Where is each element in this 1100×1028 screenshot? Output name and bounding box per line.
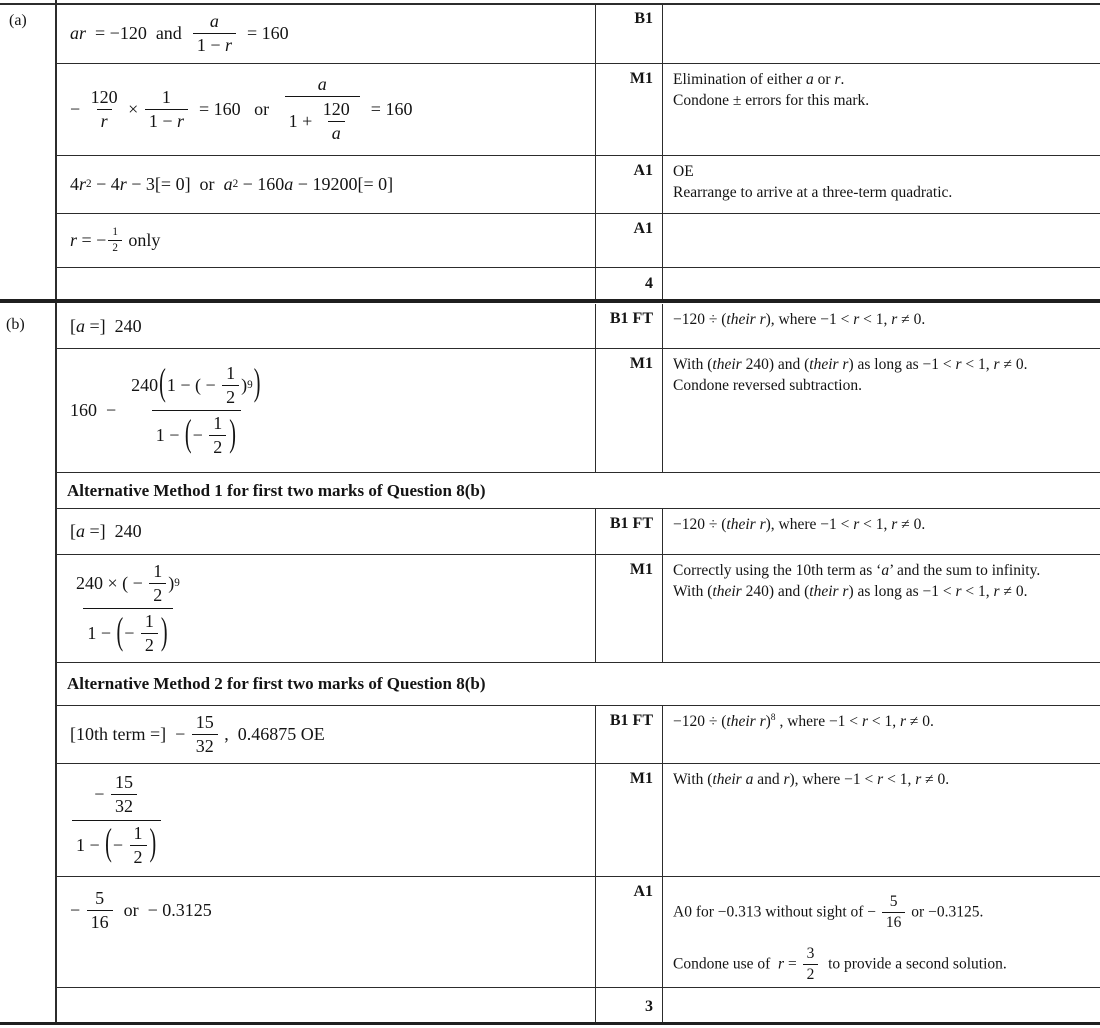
comment-b5-line1: −120 ÷ (their r)$^8$ , where −1 < r < 1, r ≠ 0.: [673, 712, 934, 731]
comment-b3-line1: −120 ÷ (their r), where −1 < r < 1, r ≠ 0.: [673, 516, 926, 533]
comment-b4-line1: Correctly using the 10th term as ‘a’ and the sum to infinity.: [673, 562, 1041, 579]
comment-cell-a3: [663, 156, 1100, 213]
comment-b4-line2: With (their 240) and (their r) as long as −1 < r < 1, r ≠ 0.: [673, 583, 1028, 600]
working-cell-a1: [57, 4, 595, 63]
expr-b6: − $\frac{15}{32}$ 1 − ( − $\frac{1}{2}$ ): [70, 770, 163, 870]
comment-b2-line1: With (their 240) and (their r) as long as −1 < r < 1, r ≠ 0.: [673, 356, 1028, 373]
comment-cell-a-total: [663, 268, 1100, 300]
mark-cell-a4: [595, 214, 663, 267]
expr-b3: [ a =] 240: [70, 521, 142, 541]
expr-a2: − $\frac{120}{r}$ × 1 1 − r = 160 or a 1 + $\frac{120}{a}$ = 160: [70, 73, 412, 147]
alt-method-2-header-row: [57, 663, 1100, 706]
mark-a1: B1: [634, 10, 653, 27]
row-a4: [57, 214, 1100, 268]
mark-cell-a2: [595, 64, 663, 155]
mark-a4: A1: [633, 220, 653, 237]
comment-b1-line1: −120 ÷ (their r), where −1 < r < 1, r ≠ 0.: [673, 311, 926, 328]
mark-cell-b4: [595, 555, 663, 662]
part-a-total: 4: [645, 275, 653, 292]
mark-cell-a3: [595, 156, 663, 213]
mark-b3: B1 FT: [609, 515, 653, 532]
part-b-label: (b): [6, 316, 25, 333]
part-b-table: [57, 304, 1100, 1025]
expr-a1: ar = −120 and a 1 − r = 160: [70, 10, 289, 57]
expr-b5: [10th term =] − $\frac{15}{32}$ , 0.46875 OE: [70, 711, 325, 758]
expr-b7: − $\frac{5}{16}$ or − 0.3125: [70, 887, 212, 934]
alt-method-1-header: Alternative Method 1 for first two marks of Question 8(b): [67, 480, 486, 500]
alt-method-2-header: Alternative Method 2 for first two marks of Question 8(b): [67, 674, 486, 693]
row-a3: [57, 156, 1100, 214]
mark-b2: M1: [629, 355, 653, 372]
comment-b7-line2: Condone use of r = $\frac{3}{2}$ to provide a second solution.: [673, 944, 1096, 986]
expr-b1: [ a =] 240: [70, 315, 142, 336]
mark-b4: M1: [629, 561, 653, 578]
mark-b7: A1: [633, 883, 653, 900]
row-b4: [57, 555, 1100, 663]
comment-b2-line2: Condone reversed subtraction.: [673, 377, 862, 394]
working-cell-b5: [57, 706, 595, 763]
working-cell-b4: [57, 555, 595, 662]
comment-b7-line1: A0 for −0.313 without sight of − $\frac{5}{16}$ or −0.3125.: [673, 892, 1096, 934]
comment-a3-line1: OE: [673, 163, 694, 180]
mark-cell-a-total: [595, 268, 663, 300]
part-a-label: (a): [9, 12, 27, 29]
working-cell-b-total: [57, 988, 595, 1025]
mark-cell-b5: [595, 706, 663, 763]
row-b2: [57, 349, 1100, 473]
row-b-total: [57, 988, 1100, 1025]
expr-b4: 240 × ( − $\frac{1}{2}$ ) 9 1 − ( − $\frac{1}{2}$ ): [70, 559, 186, 659]
mark-cell-b7: [595, 877, 663, 987]
comment-cell-b4: [663, 555, 1100, 662]
alt-method-1-header-row: [57, 473, 1100, 509]
comment-cell-a4: [663, 214, 1100, 267]
mark-a2: M1: [629, 70, 653, 87]
working-cell-b2: [57, 349, 595, 472]
comment-cell-b5: [663, 706, 1100, 763]
comment-cell-a1: [663, 4, 1100, 63]
row-b5: [57, 706, 1100, 764]
mark-b1: B1 FT: [609, 310, 653, 327]
part-b-total: 3: [645, 997, 653, 1015]
working-cell-a2: [57, 64, 595, 155]
working-cell-a-total: [57, 268, 595, 300]
row-b3: [57, 509, 1100, 555]
comment-cell-b2: [663, 349, 1100, 472]
comment-a2-line2: Condone ± errors for this mark.: [673, 92, 870, 109]
expr-a3: 4 r 2 − 4 r − 3[= 0] or a 2 − 160 a − 19200[= 0]: [70, 174, 394, 194]
mark-b5: B1 FT: [609, 712, 653, 729]
comment-a3-line2: Rearrange to arrive at a three-term quadratic.: [673, 184, 953, 201]
row-b7: [57, 877, 1100, 988]
row-a-total: [57, 268, 1100, 300]
mark-cell-b-total: [595, 988, 663, 1025]
mark-cell-b6: [595, 764, 663, 876]
working-cell-a4: [57, 214, 595, 267]
row-a1: [57, 4, 1100, 64]
working-cell-b7: [57, 877, 595, 987]
mark-cell-b2: [595, 349, 663, 472]
comment-cell-b6: [663, 764, 1100, 876]
comment-a2-line1: Elimination of either a or r.: [673, 71, 845, 88]
mark-cell-b1: [595, 304, 663, 348]
working-cell-b6: [57, 764, 595, 876]
comment-cell-a2: [663, 64, 1100, 155]
mark-b6: M1: [629, 770, 653, 787]
table-bottom-border: [0, 1022, 1100, 1025]
comment-b6-line1: With (their a and r), where −1 < r < 1, r ≠ 0.: [673, 771, 950, 788]
comment-cell-b3: [663, 509, 1100, 554]
mark-cell-b3: [595, 509, 663, 554]
row-b1: [57, 304, 1100, 349]
expr-a4: r = − $\frac{1}{2}$ only: [70, 225, 160, 256]
section-divider: [0, 299, 1100, 303]
comment-cell-b7: [663, 877, 1100, 987]
row-a2: [57, 64, 1100, 156]
working-cell-b1: [57, 304, 595, 348]
part-a-table: [57, 4, 1100, 300]
comment-cell-b-total: [663, 988, 1100, 1025]
expr-b2: 160 − 240 ( 1 − ( − $\frac{1}{2}$ ) 9 ) 1 − ( − $\frac{1}{2}$ ): [70, 361, 267, 461]
comment-cell-b1: [663, 304, 1100, 348]
mark-a3: A1: [633, 162, 653, 179]
working-cell-b3: [57, 509, 595, 554]
working-cell-a3: [57, 156, 595, 213]
row-b6: [57, 764, 1100, 877]
mark-cell-a1: [595, 4, 663, 63]
